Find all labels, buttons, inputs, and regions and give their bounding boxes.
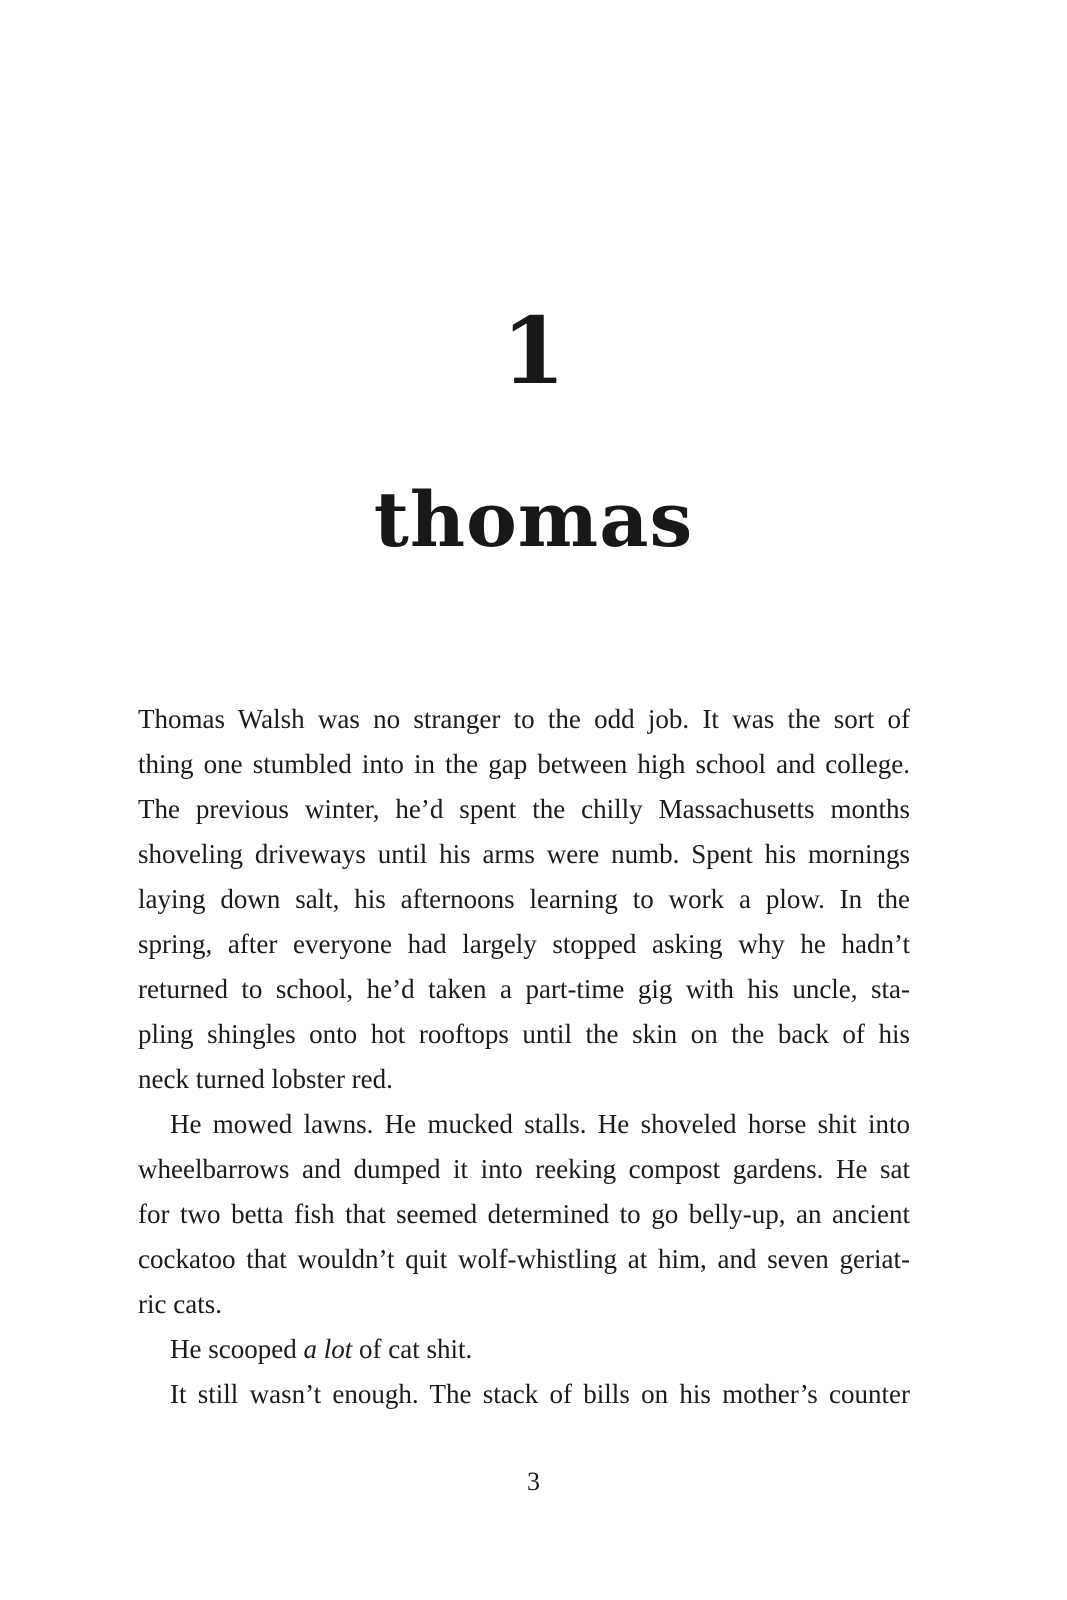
text-line: ric cats. xyxy=(138,1289,222,1319)
chapter-body xyxy=(138,697,910,1417)
text-line: neck turned lobster red. xyxy=(138,1064,393,1094)
text-line: returned to school, he’d taken a part-time gig with his uncle, sta- xyxy=(138,974,910,1004)
paragraph-3 xyxy=(138,1327,910,1372)
chapter-title: thomas xyxy=(373,475,694,564)
text-line: He mowed lawns. He mucked stalls. He shoveled horse shit into xyxy=(170,1109,910,1139)
page-number: 3 xyxy=(527,1467,540,1496)
chapter-number: 1 xyxy=(501,297,566,405)
text-line: shoveling driveways until his arms were numb. Spent his mornings xyxy=(138,839,910,869)
paragraph-3-emphasis: a lot xyxy=(303,1334,353,1364)
text-line: laying down salt, his afternoons learning to work a plow. In the xyxy=(138,884,910,914)
text-line: pling shingles onto hot rooftops until the skin on the back of his xyxy=(138,1019,910,1049)
text-line: for two betta fish that seemed determined to go belly-up, an ancient xyxy=(138,1199,910,1229)
text-line: wheelbarrows and dumped it into reeking compost gardens. He sat xyxy=(138,1154,910,1184)
paragraph-3-text-before: He scooped xyxy=(170,1334,304,1364)
text-line: thing one stumbled into in the gap between high school and college. xyxy=(138,749,910,779)
paragraphs-1-2 xyxy=(138,697,910,1327)
text-line: spring, after everyone had largely stopped asking why he hadn’t xyxy=(138,929,910,959)
paragraph-3-text-after: of cat shit. xyxy=(352,1334,473,1364)
paragraph-4-line: It still wasn’t enough. The stack of bills on his mother’s counter xyxy=(170,1379,910,1409)
text-line: Thomas Walsh was no stranger to the odd job. It was the sort of xyxy=(138,704,910,734)
text-line: The previous winter, he’d spent the chilly Massachusetts months xyxy=(138,794,910,824)
text-line: cockatoo that wouldn’t quit wolf-whistling at him, and seven geriat- xyxy=(138,1244,910,1274)
